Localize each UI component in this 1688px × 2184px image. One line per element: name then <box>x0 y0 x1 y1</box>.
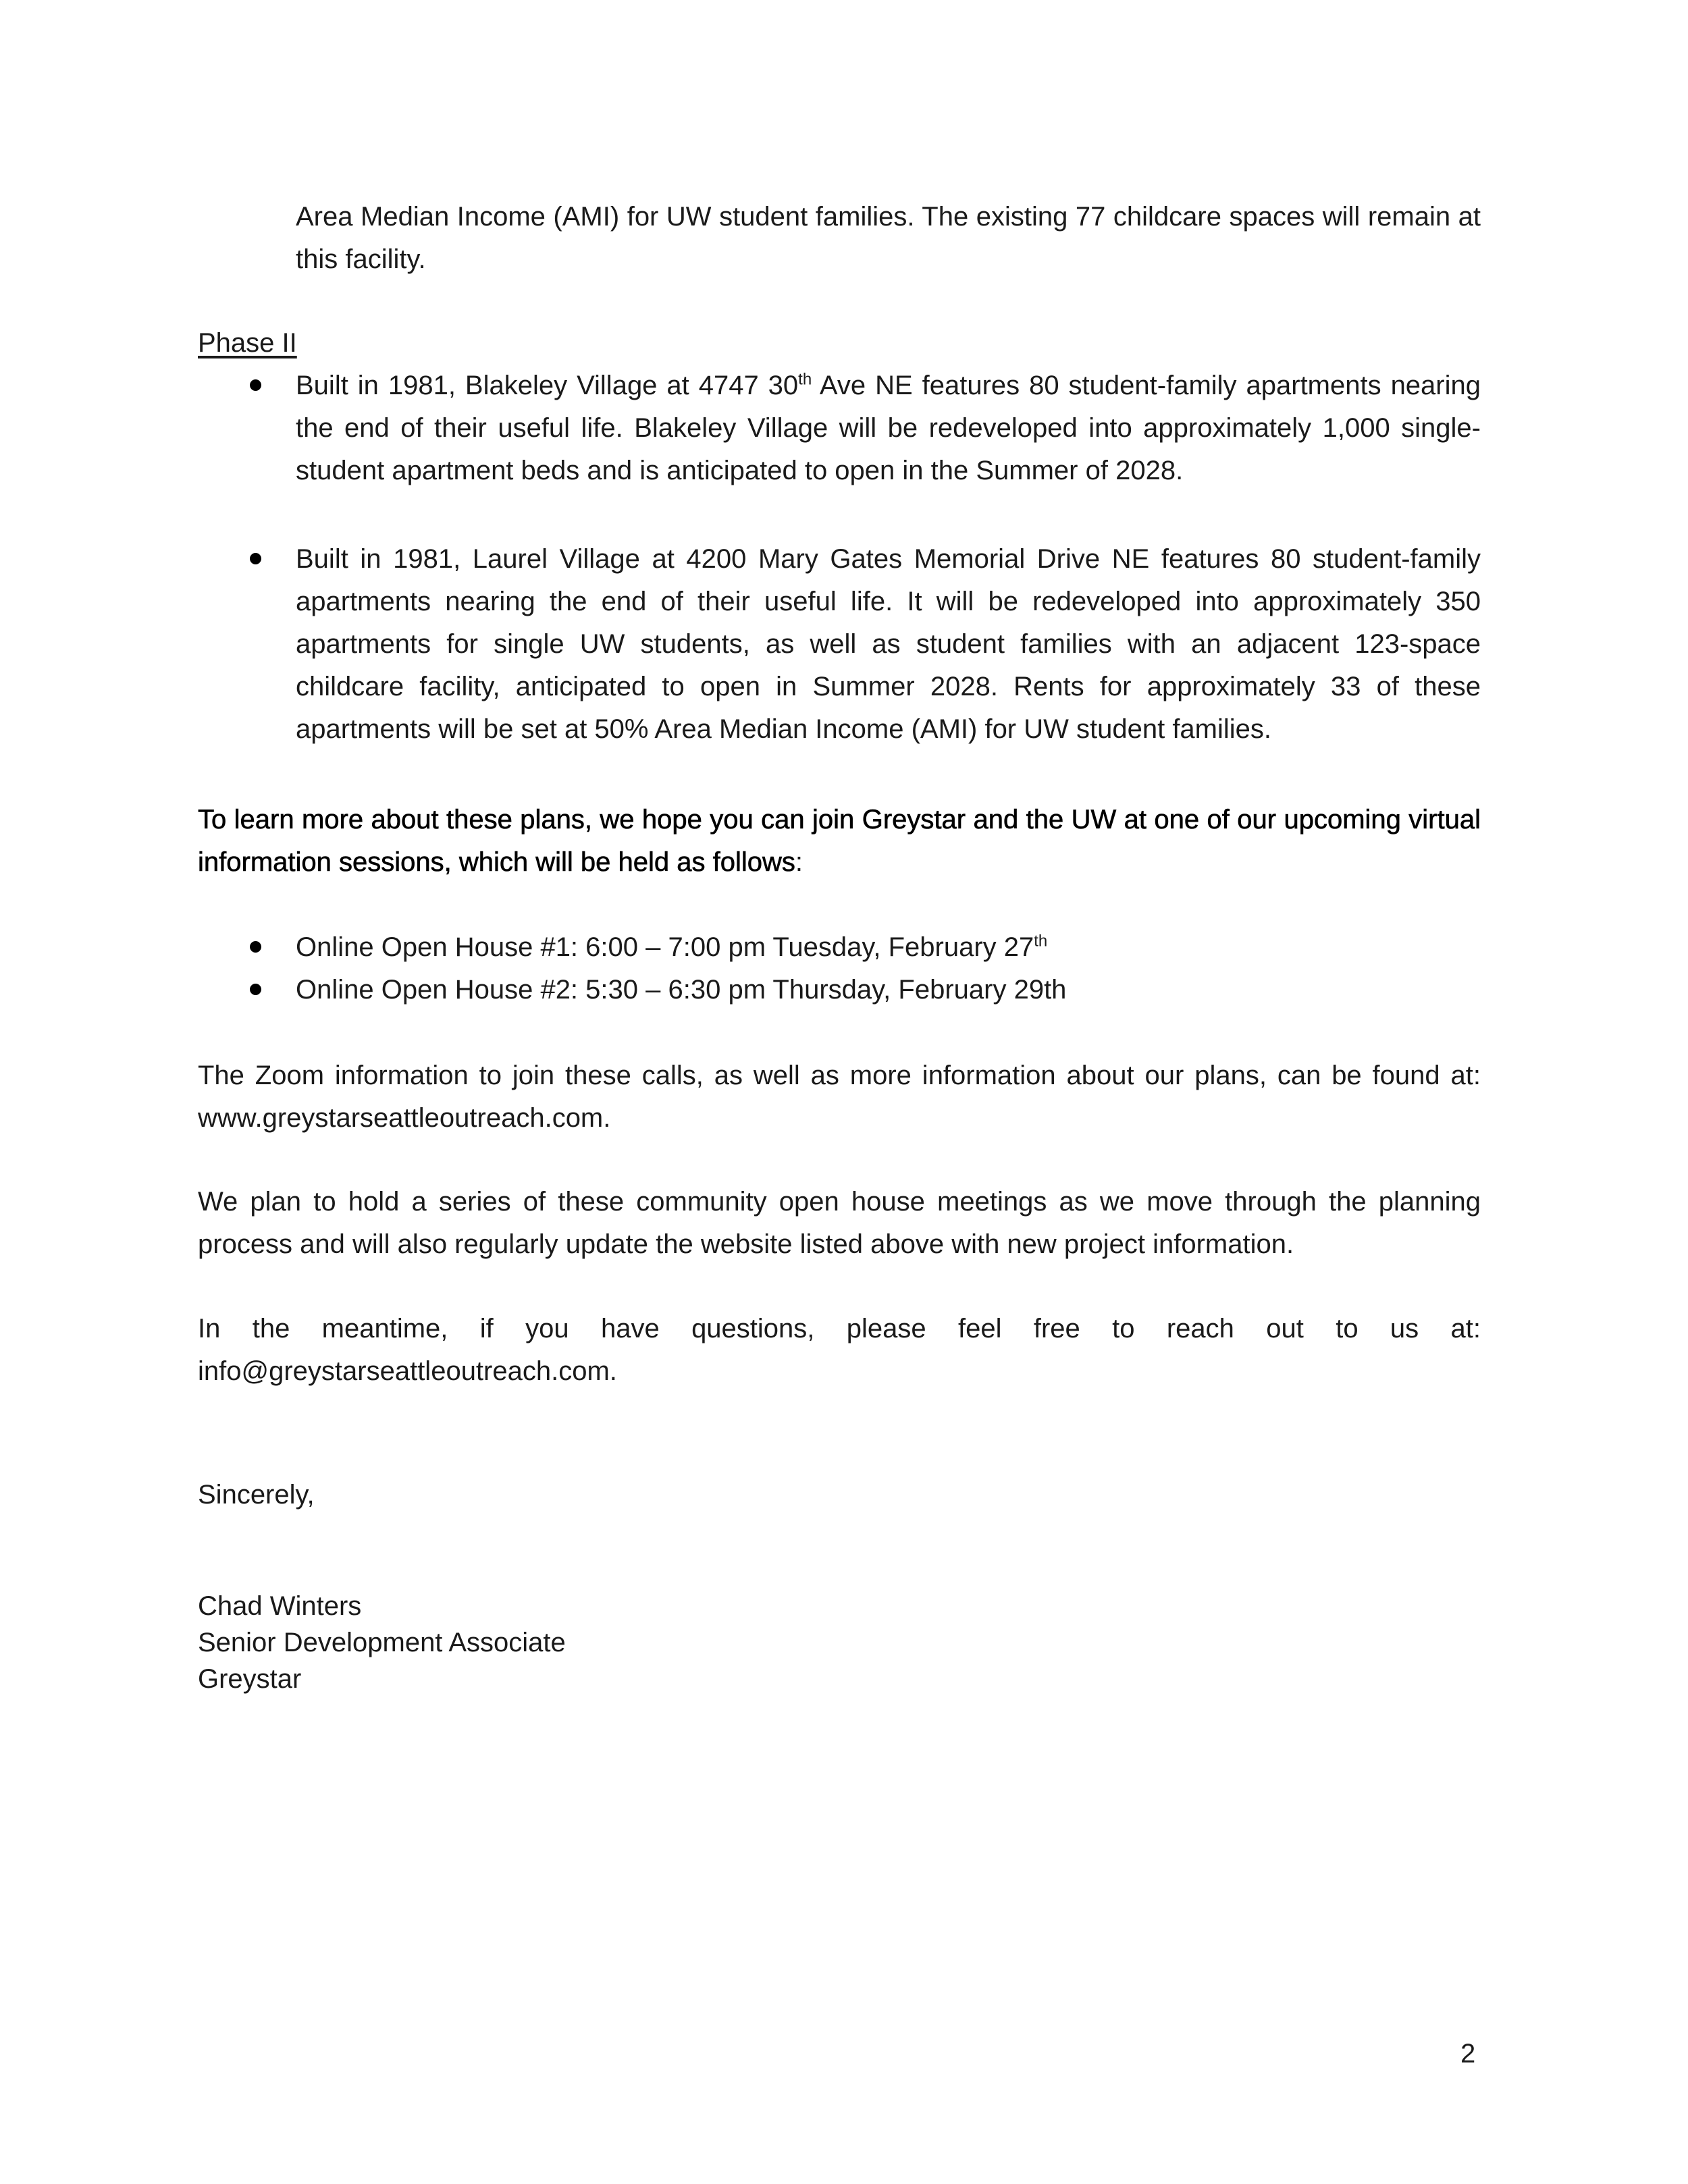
bullet-icon <box>242 926 269 969</box>
list-item: Online Open House #1: 6:00 – 7:00 pm Tuesday, February 27th <box>296 926 1481 969</box>
closing: Sincerely, <box>198 1480 315 1510</box>
signature-title: Senior Development Associate <box>198 1628 566 1657</box>
phase-2-heading: Phase II <box>198 328 297 358</box>
phase-2-list-second <box>296 538 1481 751</box>
learn-more-paragraph: To learn more about these plans, we hope you can join Greystar and the UW at one of our upcoming virtual information sessions, which will be held as follows: <box>198 805 1481 877</box>
list-item: Built in 1981, Laurel Village at 4200 Mary Gates Memorial Drive NE features 80 student-family apartments nearing the end of their useful life. It will be redeveloped into approximately 350 apartments for single UW students, as well as student families with an adjacent 123-space childcare facility, anticipated to open in Summer 2028. Rents for approximately 33 of these apartments will be set at 50% Area Median Income (AMI) for UW student families. <box>296 538 1481 751</box>
bullet-icon <box>242 365 269 407</box>
signature-company: Greystar <box>198 1664 302 1694</box>
list-item: Built in 1981, Blakeley Village at 4747 30th Ave NE features 80 student-family apartments nearing the end of their useful life. Blakeley Village will be redeveloped into approximately 1,000 single-student apartment beds and is anticipated to open in the Summer of 2028. <box>296 365 1481 492</box>
sessions-list <box>296 926 1481 1011</box>
intro-continuation: Area Median Income (AMI) for UW student families. The existing 77 childcare spaces will remain at this facility. <box>296 202 1481 274</box>
bullet-icon <box>242 538 269 581</box>
series-info-paragraph: We plan to hold a series of these community open house meetings as we move through the planning process and will also regularly update the website listed above with new project information. <box>198 1187 1481 1259</box>
signature-name: Chad Winters <box>198 1591 362 1621</box>
questions-paragraph: In the meantime, if you have questions, please feel free to reach out to us at: info@greystarseattleoutreach.com. <box>198 1314 1481 1386</box>
zoom-info-paragraph: The Zoom information to join these calls, as well as more information about our plans, can be found at: www.greystarseattleoutreach.com. <box>198 1061 1481 1133</box>
page-number: 2 <box>1460 2039 1476 2069</box>
phase-2-list <box>296 365 1481 492</box>
bullet-icon <box>242 969 269 1011</box>
list-item: Online Open House #2: 5:30 – 6:30 pm Thursday, February 29th <box>296 969 1481 1011</box>
